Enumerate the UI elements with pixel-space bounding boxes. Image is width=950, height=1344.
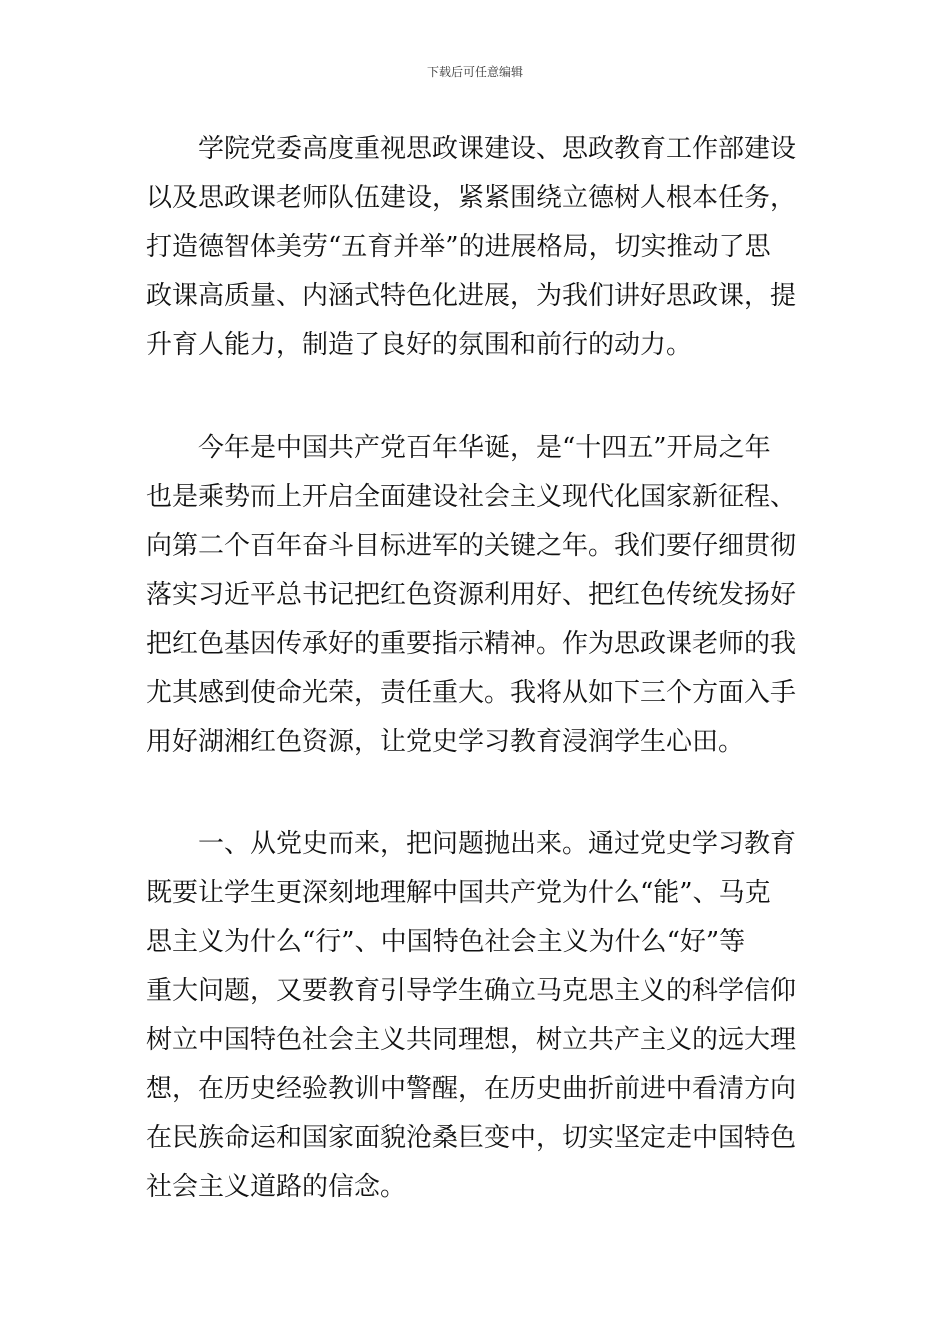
paragraph-line: 用好湖湘红色资源，让党史学习教育浸润学生心田。 <box>146 727 745 757</box>
paragraph-line: 一、从党史而来，把问题抛出来。通过党史学习教育 <box>198 829 797 859</box>
paragraph-line: 尤其感到使命光荣，责任重大。我将从如下三个方面入手 <box>146 678 797 708</box>
paragraph-3 <box>146 820 806 1212</box>
paragraph-line: 学院党委高度重视思政课建设、思政教育工作部建设 <box>198 134 797 164</box>
paragraph-line: 社会主义道路的信念。 <box>146 1172 407 1202</box>
paragraph-line: 重大问题，又要教育引导学生确立马克思主义的科学信仰 <box>146 976 797 1006</box>
paragraph-line: 升育人能力，制造了良好的氛围和前行的动力。 <box>146 330 693 360</box>
paragraph-line: 树立中国特色社会主义共同理想，树立共产主义的远大理 <box>146 1025 797 1055</box>
paragraph-line: 以及思政课老师队伍建设，紧紧围绕立德树人根本任务， <box>146 183 797 213</box>
paragraph-line: 想，在历史经验教训中警醒，在历史曲折前进中看清方向 <box>146 1074 797 1104</box>
paragraph-line: 落实习近平总书记把红色资源利用好、把红色传统发扬好 <box>146 580 797 610</box>
paragraph-1 <box>146 125 806 370</box>
paragraph-line: 也是乘势而上开启全面建设社会主义现代化国家新征程、 <box>146 482 797 512</box>
paragraph-line: 把红色基因传承好的重要指示精神。作为思政课老师的我 <box>146 629 797 659</box>
download-note-header: 下载后可任意编辑 <box>426 65 523 79</box>
paragraph-line: 在民族命运和国家面貌沧桑巨变中，切实坚定走中国特色 <box>146 1123 797 1153</box>
paragraph-line: 向第二个百年奋斗目标进军的关键之年。我们要仔细贯彻 <box>146 531 797 561</box>
paragraph-line: 打造德智体美劳“五育并举”的进展格局，切实推动了思 <box>146 232 771 262</box>
paragraph-2 <box>146 424 806 767</box>
paragraph-line: 思主义为什么“行”、中国特色社会主义为什么“好”等 <box>146 927 746 957</box>
paragraph-line: 既要让学生更深刻地理解中国共产党为什么“能”、马克 <box>146 878 771 908</box>
paragraph-line: 今年是中国共产党百年华诞，是“十四五”开局之年 <box>198 433 771 463</box>
paragraph-line: 政课高质量、内涵式特色化进展，为我们讲好思政课，提 <box>146 281 797 311</box>
